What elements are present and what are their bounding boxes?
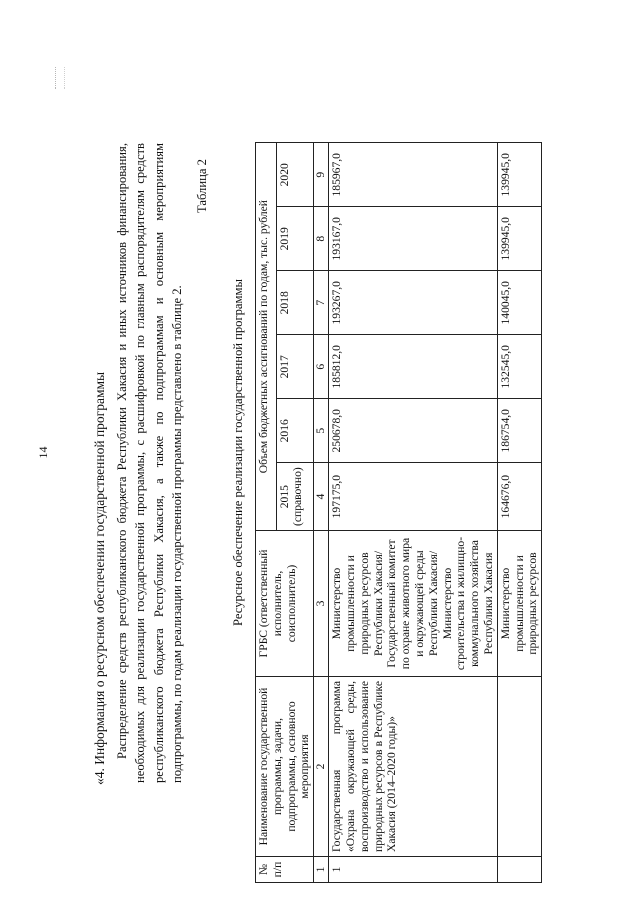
column-number: 1 <box>314 857 329 883</box>
row-value: 250678,0 <box>329 399 498 463</box>
column-number: 3 <box>314 531 329 677</box>
row-value: 140045,0 <box>497 271 541 335</box>
row-value: 139945,0 <box>497 143 541 207</box>
column-number: 7 <box>314 271 329 335</box>
row-value: 164676,0 <box>497 463 541 531</box>
row-value: 193267,0 <box>329 271 498 335</box>
column-number: 9 <box>314 143 329 207</box>
resource-table <box>255 142 542 883</box>
row-value: 132545,0 <box>497 335 541 399</box>
row-grbs: Министерство промышленности и природных ресурсов Республики Хакасия/ Государственный комитет по охране животного мира и окружающей среды Республики Хакасия/ Министерство строительства и жилищно-коммунального хозяйства Республики Хакасия <box>329 531 498 677</box>
header-year: 2018 <box>276 271 314 335</box>
table-row <box>497 143 541 883</box>
header-year: 2019 <box>276 207 314 271</box>
table-title: Ресурсное обеспечение реализации государственной программы <box>231 279 245 626</box>
row-value: 185812,0 <box>329 335 498 399</box>
row-name: Государственная программа «Охрана окружающей среды, воспроизводство и использование природных ресурсов в Республике Хакасия (2014–2020 годы)» <box>329 677 498 857</box>
row-value: 139945,0 <box>497 207 541 271</box>
intro-paragraph: Распределение средств республиканского бюджета Республики Хакасия и иных источников финансирования, необходимых для реализации государственной программы, с расшифровкой по главным распорядителям средств республиканского бюджета Республики Хакасия, а также по подпрограммам и основным мероприятиям подпрограммы, по годам реализации государственной программы представлено в таблице 2. <box>115 143 185 783</box>
header-num: № п/п <box>256 857 314 883</box>
row-grbs: Министерство промышленности и природных ресурсов <box>497 531 541 677</box>
scan-artifact <box>55 67 65 89</box>
row-name <box>497 677 541 857</box>
row-value: 197175,0 <box>329 463 498 531</box>
page-number: 14 <box>36 446 50 459</box>
row-num <box>497 857 541 883</box>
column-number-row <box>314 143 329 883</box>
row-value: 193167,0 <box>329 207 498 271</box>
header-year: 2017 <box>276 335 314 399</box>
row-num: 1 <box>329 857 498 883</box>
header-year: 2015 (справочно) <box>276 463 314 531</box>
header-year: 2020 <box>276 143 314 207</box>
column-number: 2 <box>314 677 329 857</box>
column-number: 5 <box>314 399 329 463</box>
row-value: 185967,0 <box>329 143 498 207</box>
column-number: 6 <box>314 335 329 399</box>
header-name: Наименование государственной программы, задачи, подпрограммы, основного мероприятия <box>256 677 314 857</box>
table-row <box>329 143 498 883</box>
column-number: 4 <box>314 463 329 531</box>
header-year: 2016 <box>276 399 314 463</box>
header-volume: Объем бюджетных ассигнований по годам, тыс. рублей <box>256 143 277 531</box>
row-value: 186754,0 <box>497 399 541 463</box>
table-reference: Таблица 2 <box>195 159 209 213</box>
section-heading: «4. Информация о ресурсном обеспечении государственной программы <box>92 371 107 785</box>
column-number: 8 <box>314 207 329 271</box>
header-grbs: ГРБС (ответственный исполнитель, соисполнитель) <box>256 531 314 677</box>
